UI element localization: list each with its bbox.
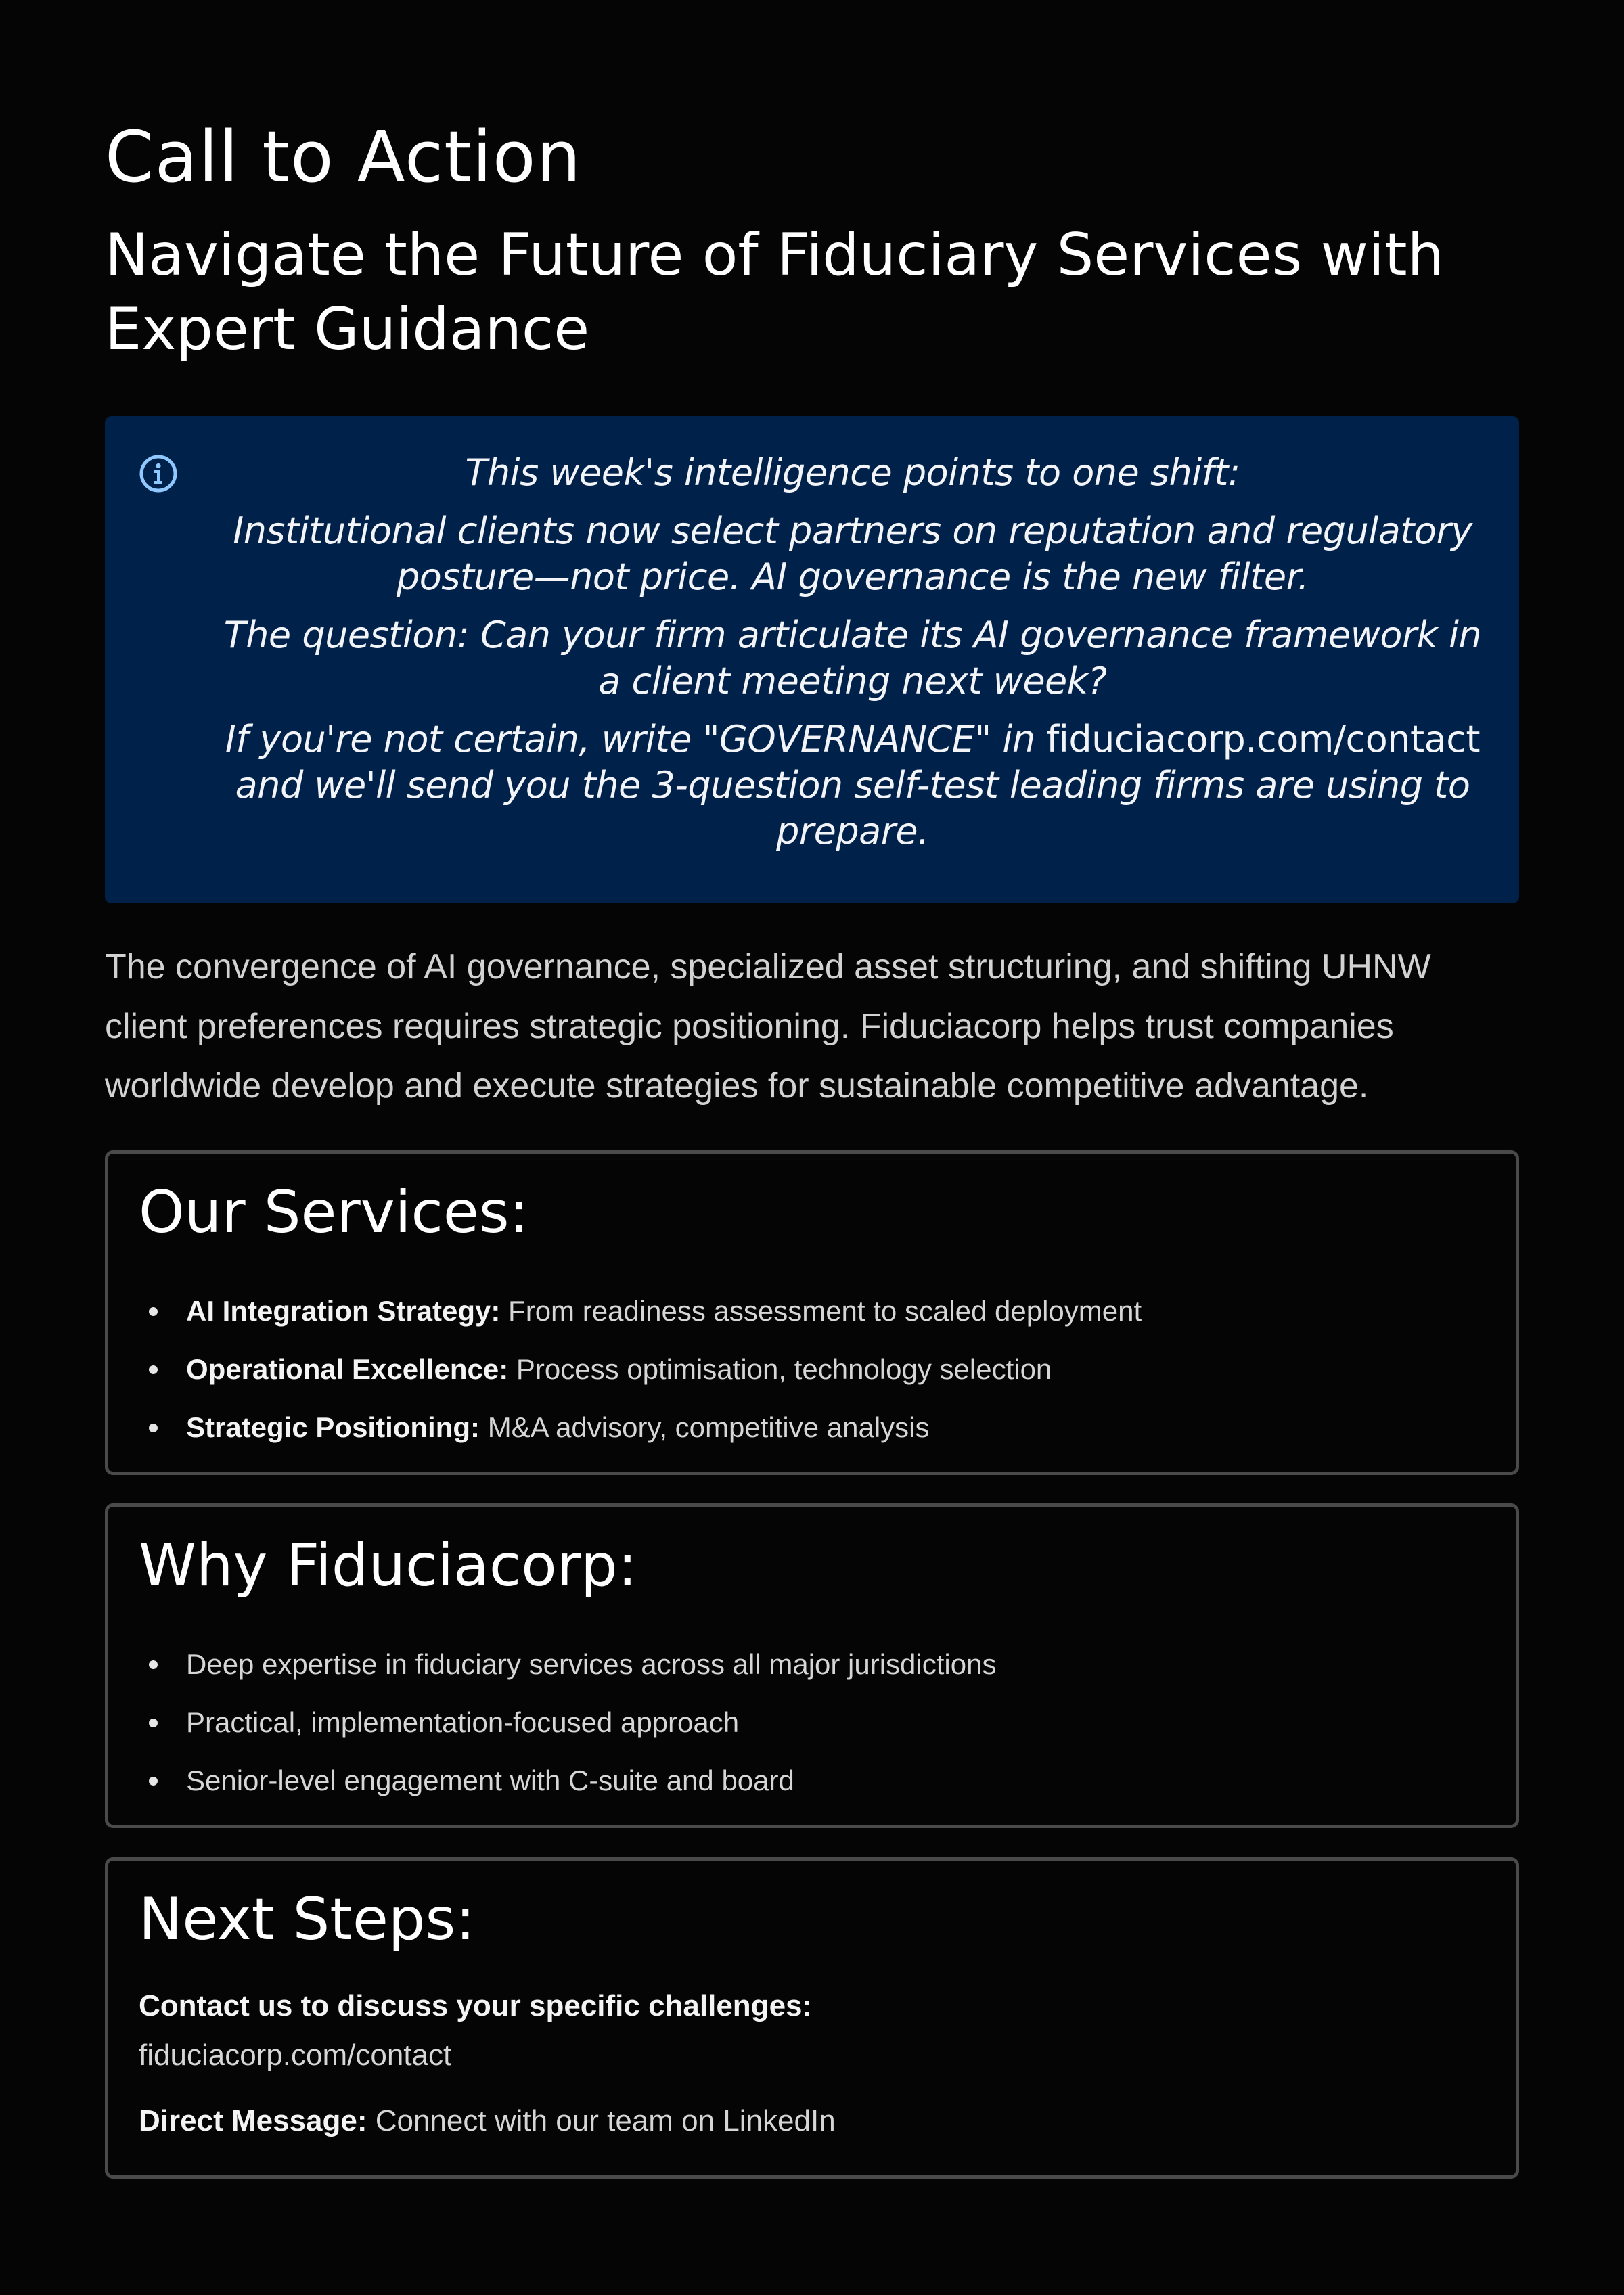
- direct-message-label: Direct Message:: [139, 2104, 367, 2137]
- services-heading: Our Services:: [139, 1179, 529, 1246]
- list-item: Deep expertise in fiduciary services across all major jurisdictions: [139, 1635, 1479, 1694]
- list-item: Senior-level engagement with C-suite and board: [139, 1752, 1479, 1810]
- callout-line-4: [213, 717, 1492, 855]
- intro-paragraph: The convergence of AI governance, specialized asset structuring, and shifting UHNW client preferences requires strategic positioning. Fiduciacorp helps trust companies worldwide develop and execute strategies for sustainable competitive advantage.: [105, 947, 1431, 1106]
- info-circle-icon: [139, 454, 178, 493]
- list-item: Practical, implementation-focused approach: [139, 1694, 1479, 1752]
- callout-line-2: Institutional clients now select partners on reputation and regulatory posture—not price. AI governance is the new filter.: [233, 509, 1472, 598]
- contact-label-line: [139, 1986, 812, 2026]
- why-heading: Why Fiduciacorp:: [139, 1532, 637, 1599]
- service-text: M&A advisory, competitive analysis: [480, 1411, 930, 1443]
- why-list: [139, 1635, 1479, 1810]
- callout-line-4-prefix: If you're not certain, write "GOVERNANCE" in: [225, 718, 1047, 760]
- contact-label: Contact us to discuss your specific challenges:: [139, 1989, 813, 2022]
- next-steps-heading: Next Steps:: [139, 1886, 476, 1953]
- service-label: Strategic Positioning:: [186, 1411, 480, 1443]
- service-text: Process optimisation, technology selection: [508, 1353, 1052, 1385]
- direct-message-line: [139, 2101, 836, 2141]
- page-title: Call to Action: [105, 116, 582, 198]
- service-label: AI Integration Strategy:: [186, 1295, 501, 1327]
- contact-link[interactable]: fiduciacorp.com/contact: [139, 2039, 452, 2072]
- callout-line-1: This week's intelligence points to one shift:: [465, 451, 1240, 494]
- service-text: From readiness assessment to scaled deployment: [500, 1295, 1142, 1327]
- list-item: [139, 1282, 1479, 1340]
- list-item: [139, 1399, 1479, 1457]
- next-steps-card: [105, 1857, 1519, 2179]
- callout-line-4-suffix: and we'll send you the 3-question self-test leading firms are using to prepare.: [235, 764, 1470, 853]
- callout-line-3: The question: Can your firm articulate its AI governance framework in a client meeting next week?: [223, 614, 1482, 702]
- why-card: [105, 1503, 1519, 1828]
- service-label: Operational Excellence:: [186, 1353, 509, 1385]
- services-list: [139, 1282, 1479, 1457]
- info-callout: [105, 416, 1519, 903]
- direct-message-link[interactable]: Connect with our team on LinkedIn: [367, 2104, 836, 2137]
- list-item: [139, 1340, 1479, 1399]
- services-card: [105, 1150, 1519, 1475]
- callout-text: [213, 450, 1492, 867]
- callout-contact-link[interactable]: fiduciacorp.com/contact: [1046, 718, 1481, 760]
- page-subtitle: Navigate the Future of Fiduciary Services with Expert Guidance: [105, 221, 1445, 363]
